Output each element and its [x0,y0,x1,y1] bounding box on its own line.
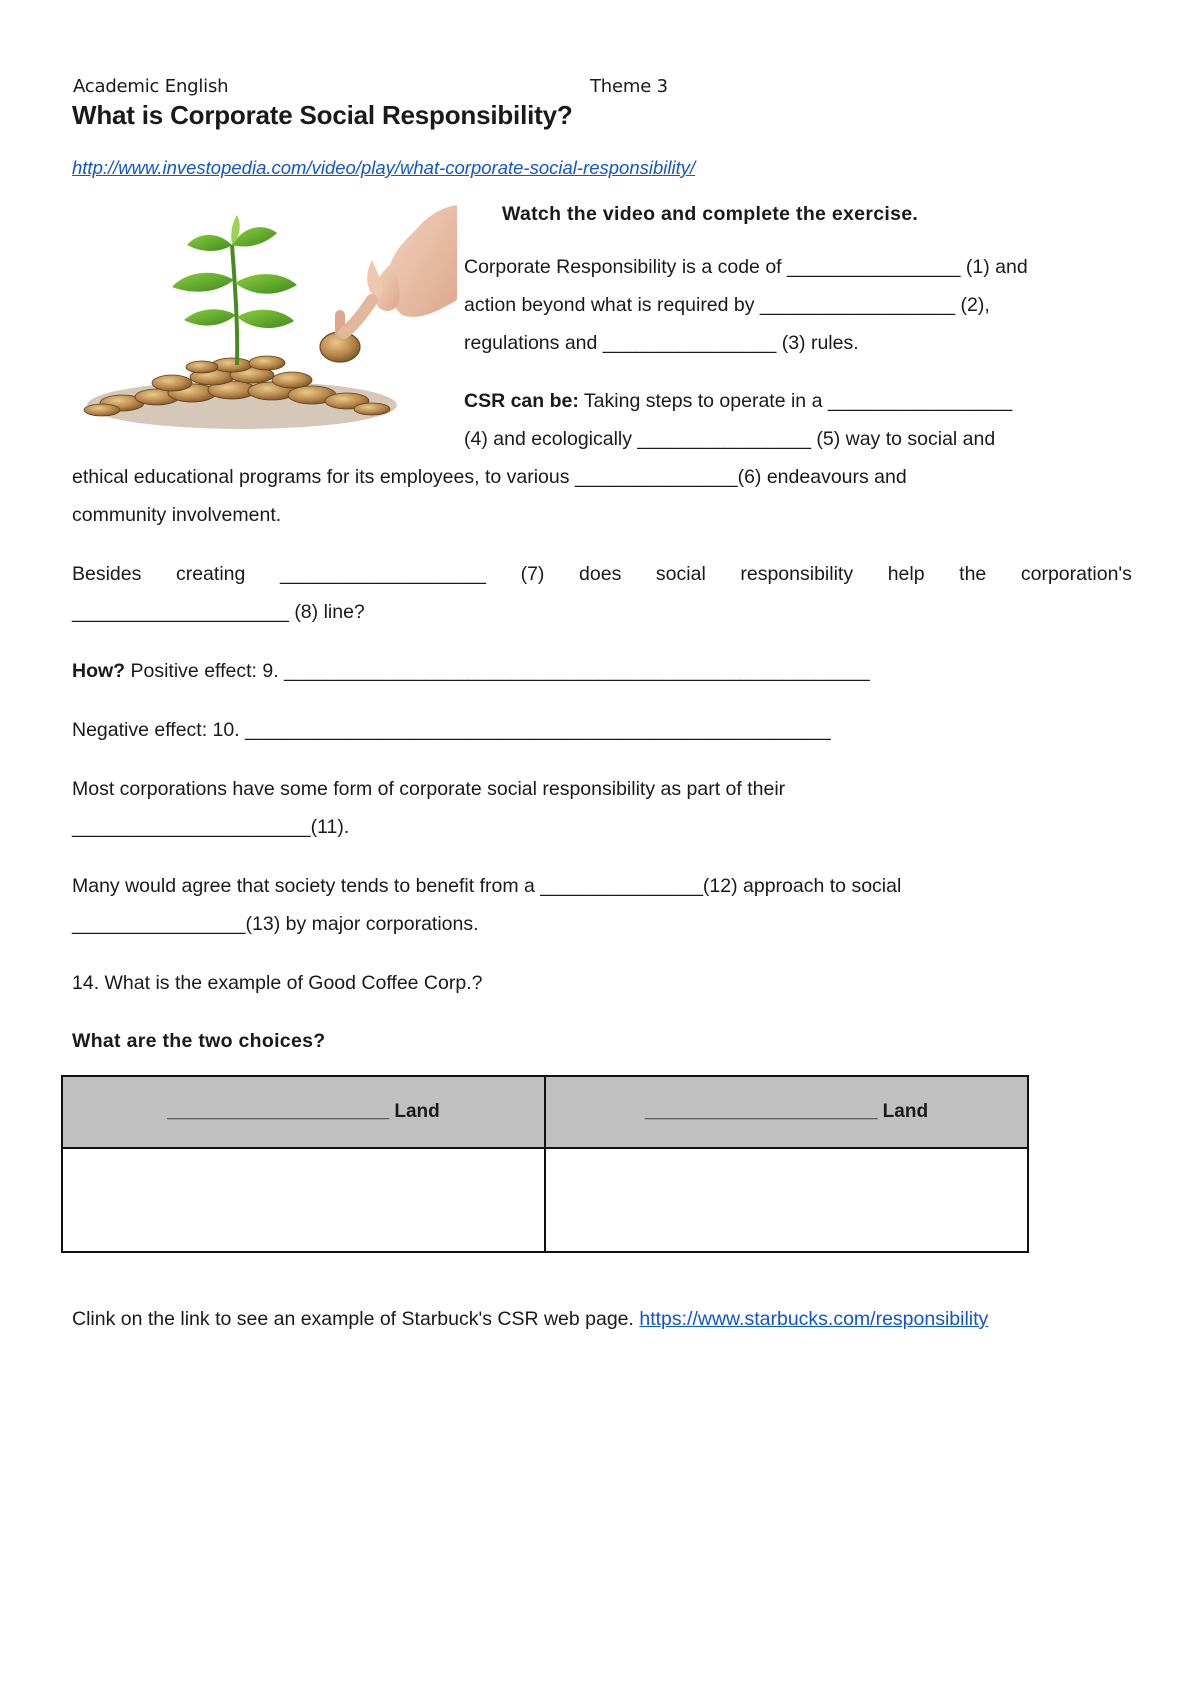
para4-line2: ______________________(11). [72,816,350,838]
table-header-row [62,1076,1028,1148]
para2-line2: (4) and ecologically ________________ (5) way to social and [464,428,996,450]
para1-line3: regulations and ________________ (3) rules. [464,332,859,354]
instruction-heading: Watch the video and complete the exercise. [502,203,919,225]
para2-line4: community involvement. [72,504,282,526]
question-14: 14. What is the example of Good Coffee Corp.? [72,972,483,994]
plant-coins-hand-image [72,205,457,435]
para2-line3: ethical educational programs for its employees, to various _______________(6) endeavours and [72,466,907,488]
para2-line1-text: Taking steps to operate in a _________________ [578,390,1013,412]
positive-effect-line [72,652,870,690]
table-header-cell: _____________________ Land [62,1076,545,1148]
para3-word: creating [175,563,246,585]
table-row [62,1148,1028,1252]
para3-word: corporation's [1020,563,1132,585]
footer-line [72,1300,988,1338]
course-name: Academic English [73,76,229,97]
csr-label: CSR can be: [464,390,579,412]
para3-word: (7) [520,563,545,585]
para3-line1 [72,555,1132,593]
para3-word: help [887,563,925,585]
para3-word: does [579,563,622,585]
para4-line1: Most corporations have some form of corporate social responsibility as part of their [72,778,786,800]
video-link[interactable] [72,157,695,179]
video-link-text[interactable]: http://www.investopedia.com/video/play/what-corporate-social-responsibility/ [72,157,696,178]
starbucks-link[interactable]: https://www.starbucks.com/responsibility [639,1308,989,1330]
choices-heading: What are the two choices? [72,1030,326,1052]
table-cell-answer-2[interactable] [545,1148,1028,1252]
negative-effect-line: Negative effect: 10. ______________________________________________________ [72,719,831,741]
theme-label: Theme 3 [590,76,668,97]
para3-word: social [655,563,706,585]
para5-line2: ________________(13) by major corporations. [72,913,479,935]
para3-word: responsibility [740,563,854,585]
how-label: How? [72,660,126,682]
para5-line1: Many would agree that society tends to benefit from a _______________(12) approach to social [72,875,902,897]
page-title: What is Corporate Social Responsibility? [72,100,573,130]
para2-line1 [464,382,1012,420]
choices-table [61,1075,1029,1253]
para3-word: Besides [72,563,142,585]
para1-line1: Corporate Responsibility is a code of ________________ (1) and [464,256,1028,278]
table-header-cell: ______________________ Land [545,1076,1028,1148]
positive-effect-text: Positive effect: 9. ______________________________________________________ [125,660,870,682]
para3-line2: ____________________ (8) line? [72,601,365,623]
para3-word: ___________________ [279,563,486,585]
para1-line2: action beyond what is required by __________________ (2), [464,294,990,316]
para3-word: the [959,563,987,585]
footer-text: Clink on the link to see an example of Starbuck's CSR web page. [72,1308,640,1330]
table-cell-answer-1[interactable] [62,1148,545,1252]
